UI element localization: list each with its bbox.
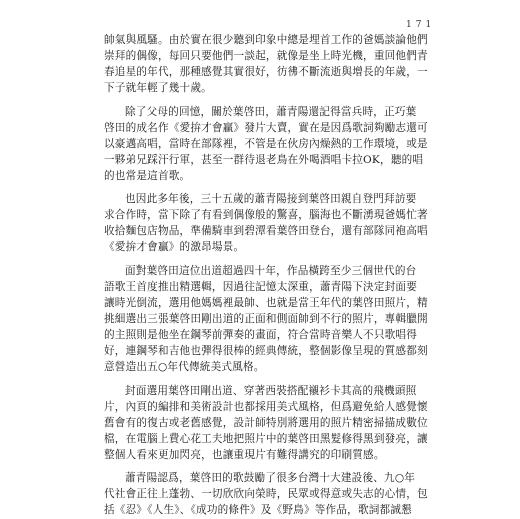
body-text bbox=[104, 33, 428, 519]
text-line: 的也常是這首歌。 bbox=[104, 169, 191, 182]
text-line: 好，連鋼琴和吉他也彈得很棒的經典傳統，整個影像呈現的質感都刻 bbox=[104, 344, 428, 357]
paragraph-gap bbox=[104, 256, 418, 264]
text-line: 的主照則是他坐在鋼琴前彈奏的畫面，符合當時音樂人不只歌唱得 bbox=[104, 328, 418, 341]
text-line: 讓時光倒流，選用他媽媽裡最帥、也就是當王年代的葉啓田照片，精 bbox=[104, 297, 428, 310]
text-line: 挑細選出三張葉啓田剛出道的正面和側面帥到不行的照片，專輯臘開 bbox=[104, 313, 428, 325]
paragraph bbox=[104, 471, 428, 519]
text-line: 面對葉啓田這位出道超過四十年，作品橫跨至少三個世代的台 bbox=[125, 265, 417, 278]
paragraph bbox=[104, 105, 428, 185]
text-line: 蕭青陽認爲，葉啓田的歌鼓勵了很多台灣十大建設後、九○年 bbox=[125, 472, 416, 485]
text-line: 整個人看來更加閃亮，也讓重現片有難得講究的印刷質感。 bbox=[104, 448, 385, 461]
text-line: 下子就年輕了幾十歲。 bbox=[104, 81, 212, 94]
text-line: 《愛拚才會贏》的激昂場景。 bbox=[104, 241, 245, 254]
text-line: 代社會正往上蓬勃、一切欣欣向榮時，民眾或得意或失志的心情，包 bbox=[104, 488, 428, 501]
paragraph bbox=[104, 192, 428, 256]
text-line: 片，內頁的編排和美術設計也都採用美式風格，但爲避免給人感覺懷 bbox=[104, 400, 428, 413]
text-line: 春追星的年代，那種感覺其實很好，彷彿不斷流逝與增長的年歲，一 bbox=[104, 65, 428, 78]
text-line: 啓田的成名作《愛拚才會贏》發片大賣，實在是因爲歌詞夠勵志還可 bbox=[104, 121, 428, 134]
paragraph bbox=[104, 33, 428, 97]
text-line: 帥氣與風騷。由於實在很少聽到印象中總是埋首工作的爸媽談論他們 bbox=[104, 34, 428, 46]
paragraph-gap bbox=[104, 97, 418, 105]
page-number: 171 bbox=[406, 20, 436, 30]
text-line: 意營造出五○年代傳統美式風格。 bbox=[104, 360, 265, 373]
text-line: 也因此多年後，三十五歲的蕭青陽接到葉啓田親自登門拜訪要 bbox=[125, 193, 417, 206]
paragraph bbox=[104, 384, 428, 464]
paragraph-gap bbox=[104, 376, 418, 384]
text-line: 除了父母的回憶，關於葉啓田，蕭青陽還記得當兵時，正巧葉 bbox=[125, 105, 417, 118]
text-line: 崇拜的偶像，每回只要他們一談起，就像是坐上時光機，重回他們青 bbox=[104, 49, 428, 62]
paragraph-gap bbox=[104, 463, 418, 471]
text-line: 一夥弟兄踩汗行軍，甚至一群待退老鳥在外喝酒唱卡拉OK，聽的唱 bbox=[104, 153, 424, 166]
text-line: 以豪邁高唱，當時在部隊裡，不管是在伙房內燥熱的工作環境，或是 bbox=[104, 137, 428, 150]
text-line: 語歌王首度推出精選輯，因過往記憶太深重，蕭青陽下決定封面要 bbox=[104, 281, 418, 294]
text-line: 舊會有的復古或老舊感覺，設計師特別將選用的照片精密掃描成數位 bbox=[104, 416, 428, 429]
text-line: 括《忍》《人生》、《成功的條件》及《野鳥》等作品，歌詞都誠懇 bbox=[104, 504, 412, 517]
paragraph-gap bbox=[104, 184, 418, 192]
text-line: 檔，在電腦上費心花工夫地把照片中的葉啓田黑髮修得黑到發亮，讓 bbox=[104, 432, 428, 445]
paragraph bbox=[104, 264, 428, 376]
text-line: 收拾麵包店物品，準備騎車到碧潭看葉啓田登台，還有部隊同袍高唱 bbox=[104, 225, 428, 238]
text-line: 封面選用葉啓田剛出道、穿著西裝搭配襯衫卡其高的飛機頭照 bbox=[125, 384, 417, 397]
text-line: 求合作時，當下除了有看到偶像般的驚喜，腦海也不斷湧現爸媽忙著 bbox=[104, 209, 428, 222]
